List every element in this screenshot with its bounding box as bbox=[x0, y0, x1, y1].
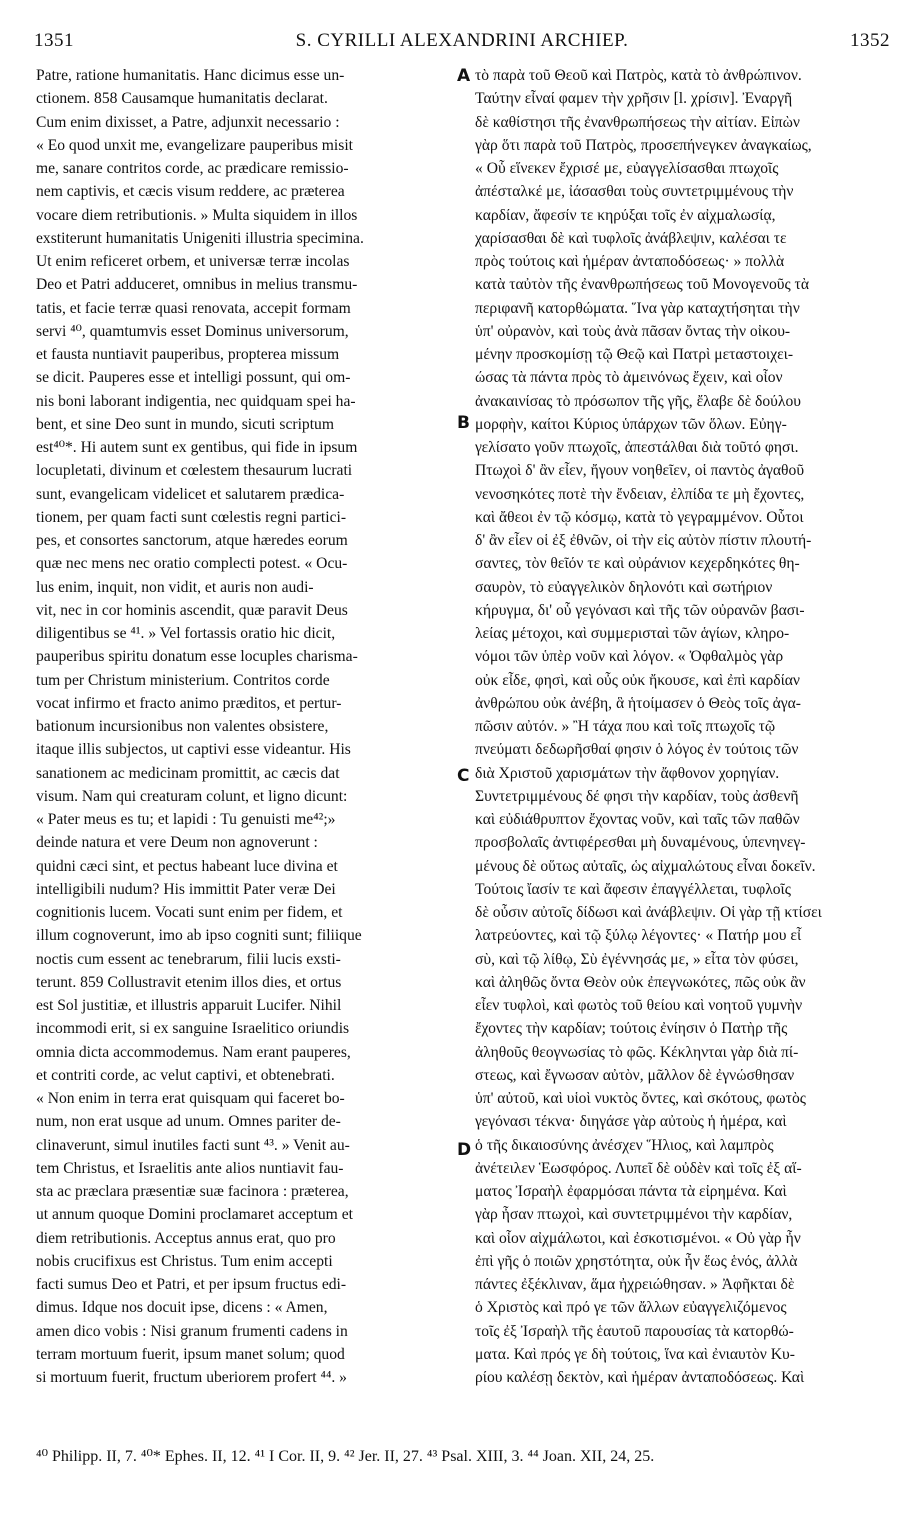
text-line: intelligibili nudum? His immittit Pater veræ Dei bbox=[36, 880, 336, 898]
text-line: tatis, et facie terræ quasi renovata, accepit formam bbox=[36, 299, 351, 317]
text-line: vit, nec in cor hominis ascendit, quæ paravit Deus bbox=[36, 601, 348, 619]
text-line: σὺ, καὶ τῷ λίθῳ, Σὺ ἐγέννησάς με, » εἶτα τὸν φύσει, bbox=[475, 950, 799, 968]
text-line: terunt. 859 Collustravit etenim illos dies, et ortus bbox=[36, 973, 342, 991]
page-number-left: 1351 bbox=[34, 30, 74, 51]
greek-column bbox=[475, 64, 895, 1389]
text-line: Ταύτην εἶναί φαμεν τὴν χρῆσιν [l. χρίσιν]. Ἐναργῆ bbox=[475, 90, 793, 108]
text-line: amen dico vobis : Nisi granum frumenti cadens in bbox=[36, 1322, 348, 1340]
text-line: διὰ Χριστοῦ χαρισμάτων τὴν ἄφθονον χορηγίαν. bbox=[475, 764, 780, 782]
text-line: num, non erat usque ad unum. Omnes pariter de- bbox=[36, 1113, 341, 1131]
text-line: Συντετριμμένους δέ φησι τὴν καρδίαν, τοὺς ἀσθενῆ bbox=[475, 787, 799, 805]
text-line: tem Christus, et Israelitis ante alios nuntiavit fau- bbox=[36, 1159, 344, 1177]
running-title: S. CYRILLI ALEXANDRINI ARCHIEP. bbox=[295, 30, 629, 51]
text-line: ματος Ἰσραὴλ ἐφαρμόσαι πάντα τὰ εἰρημένα. Καὶ bbox=[475, 1183, 787, 1200]
text-line: « Non enim in terra erat quisquam qui faceret bo- bbox=[36, 1090, 345, 1107]
text-line: γελίσατο γοῦν πτωχοῖς, ἀπεστάλθαι διὰ τοῦτό φησι. bbox=[475, 439, 799, 456]
text-line: χαρίσασθαι δὲ καὶ τυφλοῖς ἀνάβλεψιν, καλέσαι τε bbox=[475, 229, 787, 247]
text-line: ρίου καλέσῃ δεκτὸν, καὶ ἡμέραν ἀνταποδόσεως. Καὶ bbox=[475, 1369, 805, 1386]
text-line: ἀνθρώπου οὐκ ἀνέβη, ἃ ἡτοίμασεν ὁ Θεὸς τοῖς ἀγα- bbox=[475, 694, 801, 712]
text-line: nem captivis, et cæcis visum reddere, ac præterea bbox=[36, 183, 345, 201]
text-line: lus enim, inquit, non vidit, et auris non audi- bbox=[36, 578, 314, 596]
text-line: quæ nec mens nec oratio complecti potest. « Ocu- bbox=[36, 555, 348, 573]
footnotes: ⁴⁰ Philipp. II, 7. ⁴⁰* Ephes. II, 12. ⁴¹ I Cor. II, 9. ⁴² Jer. II, 27. ⁴³ Psal. XIII, 3. ⁴⁴ Joan. XII, 24, 25. bbox=[36, 1448, 655, 1465]
text-line: ἐπὶ γῆς ὁ ποιῶν χρηστότητα, οὐκ ἦν ἕως ἑνός, ἀλλὰ bbox=[475, 1252, 798, 1270]
text-line: tionem, per quam facti sunt cœlestis regni partici- bbox=[36, 508, 347, 526]
text-line: καὶ ἀληθῶς ὄντα Θεὸν οὐκ ἐπεγνωκότες, πῶς οὐκ ἂν bbox=[475, 973, 806, 991]
text-line: δ' ἂν εἶεν οἱ ἐξ ἐθνῶν, οἱ τὴν εἰς αὐτὸν πίστιν πλουτή- bbox=[475, 532, 812, 549]
text-line: ἀπέσταλκέ με, ἰάσασθαι τοὺς συντετριμμένους τὴν bbox=[475, 183, 794, 201]
text-line: dimus. Idque nos docuit ipse, dicens : « Amen, bbox=[36, 1299, 328, 1317]
text-line: omnia dicta accommodemus. Nam erant pauperes, bbox=[36, 1043, 351, 1061]
text-line: λείας μέτοχοι, καὶ συμμερισταὶ τῶν ἁγίων, κληρο- bbox=[475, 625, 790, 642]
text-line: προσβολαῖς ἀντιφέρεσθαι μὴ δυναμένους, ὑπενηνεγ- bbox=[475, 834, 806, 852]
text-line: itaque illis subjectos, ut captivi esse videantur. His bbox=[36, 741, 351, 759]
text-line: ματα. Καὶ πρός γε δὴ τούτοις, ἵνα καὶ ἐνιαυτὸν Κυ- bbox=[475, 1345, 795, 1363]
text-line: et fausta nuntiavit pauperibus, propterea missum bbox=[36, 346, 340, 363]
page-number-right: 1352 bbox=[850, 30, 890, 51]
text-line: « Pater meus es tu; et lapidi : Tu genuisti me⁴²;» bbox=[36, 811, 336, 828]
text-line: clinaverunt, simul inutiles facti sunt ⁴³. » Venit au- bbox=[36, 1136, 350, 1154]
text-line: incommodi erit, si ex sanguine Israelitico oriundis bbox=[36, 1020, 350, 1038]
page-header bbox=[34, 30, 890, 60]
text-line: diligentibus se ⁴¹. » Vel fortassis oratio hic dicit, bbox=[36, 625, 336, 642]
text-line: ὁ τῆς δικαιοσύνης ἀνέσχεν Ἥλιος, καὶ λαμπρὸς bbox=[475, 1136, 774, 1154]
text-line: μένους δὲ οὕτως αὐταῖς, ὡς αἰχμαλώτους εἶναι δοκεῖν. bbox=[475, 857, 816, 875]
text-line: est Sol justitiæ, et illustris apparuit Lucifer. Nihil bbox=[36, 997, 342, 1014]
text-line: « Οὗ εἵνεκεν ἔχρισέ με, εὐαγγελίσασθαι πτωχοῖς bbox=[475, 160, 779, 177]
text-line: ἀληθοῦς θεογνωσίας τὸ φῶς. Κέκληνται γὰρ διὰ πί- bbox=[475, 1043, 799, 1061]
latin-column bbox=[36, 64, 456, 1389]
section-marker-c: C bbox=[457, 766, 470, 786]
text-line: servi ⁴⁰, quamtumvis esset Dominus universorum, bbox=[36, 322, 349, 340]
text-line: vocare diem retributionis. » Multa siquidem in illos bbox=[36, 206, 358, 224]
text-line: sanationem ac medicinam promittit, ac cæcis dat bbox=[36, 764, 340, 782]
text-line: Πτωχοὶ δ' ἂν εἶεν, ἤγουν νοηθεῖεν, οἱ παντὸς ἀγαθοῦ bbox=[475, 462, 805, 480]
text-line: bent, et sine Deo sunt in mundo, sicuti scriptum bbox=[36, 415, 334, 433]
text-line: κατὰ ταὐτὸν τῆς ἐνανθρωπήσεως τοῦ Μονογενοῦς τὰ bbox=[475, 276, 809, 294]
text-line: Patre, ratione humanitatis. Hanc dicimus esse un- bbox=[36, 67, 345, 84]
text-line: καὶ εὐδιάθρυπτον ἔχοντας νοῦν, καὶ ταῖς τῶν παθῶν bbox=[475, 811, 800, 828]
text-line: terram mortuum fuerit, ipsum manet solum; quod bbox=[36, 1345, 345, 1363]
text-line: ὁ Χριστὸς καὶ πρό γε τῶν ἄλλων εὐαγγελιζόμενος bbox=[475, 1299, 787, 1317]
text-line: στεως, καὶ ἔγνωσαν αὐτὸν, μᾶλλον δὲ ἐγνώσθησαν bbox=[475, 1066, 795, 1084]
text-line: sunt, evangelicam videlicet et salutarem prædica- bbox=[36, 485, 345, 503]
text-line: λατρεύοντες, καὶ τῷ ξύλῳ λέγοντες· « Πατήρ μου εἶ bbox=[475, 927, 802, 945]
text-line: si mortuum fuerit, fructum uberiorem profert ⁴⁴. » bbox=[36, 1369, 347, 1386]
text-line: μένην προσκομίσῃ τῷ Θεῷ καὶ Πατρὶ μεταστοιχει- bbox=[475, 346, 794, 363]
text-line: facti sumus Deo et Patri, et per ipsum fructus edi- bbox=[36, 1276, 347, 1293]
text-line: quidni cæci sint, et pectus habeant luce divina et bbox=[36, 857, 338, 875]
text-line: τοῖς ἐξ Ἰσραὴλ τῆς ἑαυτοῦ παρουσίας τὰ κατορθώ- bbox=[475, 1322, 794, 1340]
section-marker-b: B bbox=[457, 413, 470, 433]
text-line: δὲ καθίστησι τῆς ἐνανθρωπήσεως τὴν αἰτίαν. Εἰπὼν bbox=[475, 113, 800, 131]
text-line: deinde natura et vere Deum non agnoverunt : bbox=[36, 834, 318, 852]
text-line: est⁴⁰*. Hi autem sunt ex gentibus, qui fide in ipsum bbox=[36, 439, 358, 456]
text-line: locupletati, divinum et cœlestem thesaurum lucrati bbox=[36, 462, 353, 480]
text-line: Τούτοις ἴασίν τε καὶ ἄφεσιν ἐπαγγέλλεται, τυφλοῖς bbox=[475, 880, 791, 898]
text-line: Deo et Patri adduceret, omnibus in melius transmu- bbox=[36, 276, 358, 294]
text-line: nis boni laborant indigentia, nec quidquam spei ha- bbox=[36, 392, 356, 410]
text-line: γεγόνασι τέκνα· διηγάσε γὰρ αὐτοὺς ἡ ἡμέρα, καὶ bbox=[475, 1113, 787, 1131]
text-line: ut annum quoque Domini proclamaret acceptum et bbox=[36, 1206, 353, 1224]
text-line: me, sanare contritos corde, ac prædicare remissio- bbox=[36, 160, 349, 177]
text-line: πνεύματι δεδωρῆσθαί φησιν ὁ λόγος ἐν τούτοις τῶν bbox=[475, 741, 799, 759]
text-line: εἶεν τυφλοὶ, καὶ φωτὸς τοῦ θείου καὶ νοητοῦ γυμνὴν bbox=[475, 997, 803, 1014]
text-line: se dicit. Pauperes esse et intelligi possunt, qui om- bbox=[36, 369, 351, 387]
text-line: καὶ ἄθεοι ἐν τῷ κόσμῳ, κατὰ τὸ γεγραμμένον. Οὗτοι bbox=[475, 508, 804, 526]
text-line: πῶσιν αὐτόν. » Ἢ τάχα που καὶ τοῖς πτωχοῖς τῷ bbox=[475, 718, 776, 735]
text-line: nobis crucifixus est Christus. Tum enim accepti bbox=[36, 1252, 333, 1270]
text-line: δὲ οὖσιν αὐτοῖς δίδωσι καὶ ἀνάβλεψιν. Οἱ γὰρ τῇ κτίσει bbox=[475, 904, 822, 921]
text-line: σαντες, τὸν θεῖόν τε καὶ οὐράνιον κεχερδηκότες θη- bbox=[475, 555, 800, 573]
text-line: νόμοι τῶν ὑπὲρ νοῦν καὶ λόγον. « Ὀφθαλμὸς γὰρ bbox=[475, 648, 784, 666]
text-line: πάντες ἐξέκλιναν, ἅμα ἠχρειώθησαν. » Ἀφῆκται δὲ bbox=[475, 1276, 795, 1293]
text-line: καρδίαν, ἄφεσίν τε κηρύξαι τοῖς ἐν αἰχμαλωσίᾳ, bbox=[475, 206, 776, 224]
text-line: tum per Christum ministerium. Contritos corde bbox=[36, 671, 330, 689]
text-line: μορφὴν, καίτοι Κύριος ὑπάρχων τῶν ὅλων. Εὐηγ- bbox=[475, 415, 787, 433]
text-line: pauperibus spiritu donatum esse locuples charisma- bbox=[36, 648, 358, 666]
text-line: ὑπ' οὐρανὸν, καὶ τοὺς ἀνὰ πᾶσαν ὄντας τὴν οἰκου- bbox=[475, 322, 791, 340]
text-line: τὸ παρὰ τοῦ Θεοῦ καὶ Πατρὸς, κατὰ τὸ ἀνθρώπινον. bbox=[475, 67, 802, 84]
text-line: ὑπ' αὐτοῦ, καὶ υἱοὶ νυκτὸς ὄντες, καὶ σκότους, φωτὸς bbox=[475, 1090, 806, 1107]
text-line: περιφανῆ κατορθώματα. Ἵνα γὰρ καταχτήσηται τὴν bbox=[475, 299, 800, 317]
section-marker-a: A bbox=[457, 66, 471, 86]
text-line: καὶ οἷον αἰχμάλωτοι, καὶ ἐσκοτισμένοι. « Οὐ γὰρ ἦν bbox=[475, 1229, 801, 1247]
text-line: ἔχοντες τὴν καρδίαν; τούτοις ἐνίησιν ὁ Πατὴρ τῆς bbox=[475, 1020, 788, 1038]
section-marker-d: D bbox=[457, 1140, 472, 1160]
text-line: οὐκ εἶδε, φησὶ, καὶ οὖς οὐκ ἤκουσε, καὶ ἐπὶ καρδίαν bbox=[475, 671, 800, 689]
text-line: σαυρὸν, τὸ εὐαγγελικὸν δηλονότι καὶ σωτήριον bbox=[475, 578, 773, 596]
text-line: νενοσηκότες ποτὲ τὴν ἔνδειαν, ἐλπίδα τε μὴ ἔχοντες, bbox=[475, 485, 805, 503]
text-line: Cum enim dixisset, a Patre, adjunxit necessario : bbox=[36, 113, 340, 131]
text-line: vocat infirmo et fracto animo præditos, et pertur- bbox=[36, 694, 342, 712]
text-line: Ut enim reficeret orbem, et universæ terræ incolas bbox=[36, 253, 350, 270]
text-line: pes, et consortes sanctorum, atque hæredes eorum bbox=[36, 532, 348, 549]
text-line: noctis cum essent ac tenebrarum, filii lucis exsti- bbox=[36, 950, 341, 968]
text-line: ctionem. 858 Causamque humanitatis declarat. bbox=[36, 90, 328, 108]
text-line: « Eo quod unxit me, evangelizare pauperibus misit bbox=[36, 136, 353, 154]
text-line: πρὸς τούτοις καὶ ἡμέραν ἀνταποδόσεως· » πολλὰ bbox=[475, 253, 785, 270]
text-line: bationum incursionibus non valentes obsistere, bbox=[36, 718, 329, 735]
text-line: κήρυγμα, δι' οὗ γεγόνασι καὶ τῆς τῶν οὐρανῶν βασι- bbox=[475, 601, 805, 619]
text-line: exstiterunt humanitatis Unigeniti illustria specimina. bbox=[36, 229, 364, 247]
text-line: ἀνέτειλεν Ἑωσφόρος. Λυπεῖ δὲ οὐδὲν καὶ τοῖς ἐξ αἵ- bbox=[475, 1159, 802, 1177]
text-line: γὰρ ἦσαν πτωχοὶ, καὶ συντετριμμένοι τὴν καρδίαν, bbox=[475, 1206, 793, 1224]
text-line: cognitionis lucem. Vocati sunt enim per fidem, et bbox=[36, 904, 343, 921]
text-line: visum. Nam qui creaturam colunt, et ligno dicunt: bbox=[36, 787, 348, 805]
text-line: diem retributionis. Acceptus annus erat, quo pro bbox=[36, 1229, 336, 1247]
text-line: sta ac præclara præsentiæ suæ facinora : præterea, bbox=[36, 1183, 349, 1200]
text-line: ἀνακαινίσας τὸ πρόσωπον τῆς γῆς, ἔλαβε δὲ δούλου bbox=[475, 392, 801, 410]
text-line: illum cognoverunt, imo ab ipso cogniti sunt; filiique bbox=[36, 927, 362, 945]
text-line: et contriti corde, ac velut captivi, et obtenebrati. bbox=[36, 1066, 335, 1084]
text-line: ώσας τὰ πάντα πρὸς τὸ ἀμεινόνως ἔχειν, καὶ οἷον bbox=[475, 369, 783, 387]
text-line: γὰρ ὅτι παρὰ τοῦ Πατρὸς, προσεπήνεγκεν ἀναγκαίως, bbox=[475, 136, 812, 154]
